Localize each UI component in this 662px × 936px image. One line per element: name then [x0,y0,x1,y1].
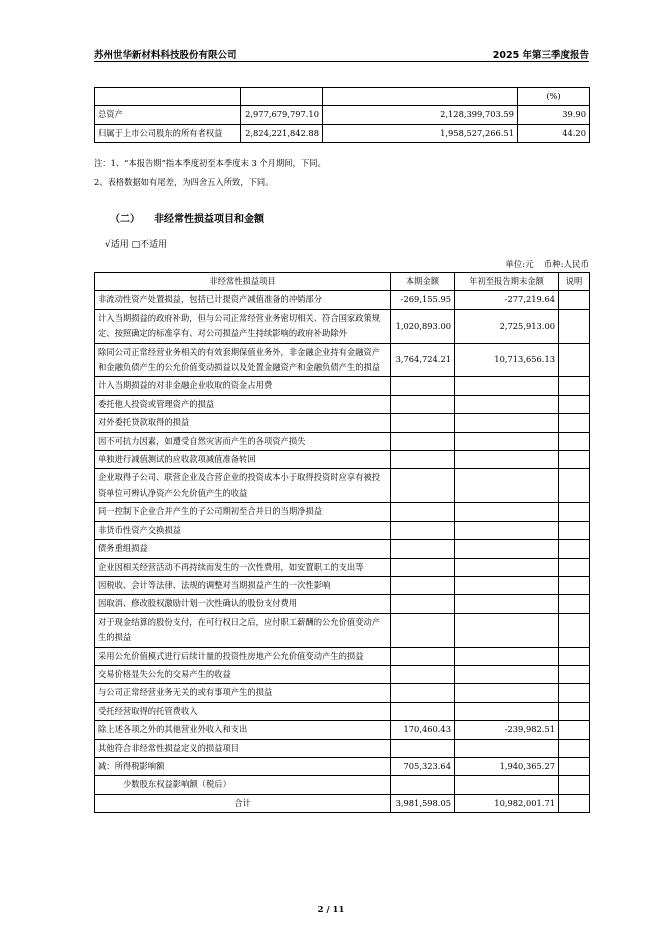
table-row [95,521,590,539]
item-cell: 债务重组损益 [95,540,391,558]
current-amount-cell [391,665,455,683]
prev-cell: 2,128,399,703.59 [323,106,518,124]
note-cell [559,377,590,395]
note-cell [559,540,590,558]
item-cell: 交易价格显失公允的交易产生的收益 [95,665,391,683]
col-header-current: 本期金额 [391,273,455,291]
total-ytd-cell: 10,982,001.71 [455,794,559,812]
current-amount-cell: -269,155.95 [391,291,455,309]
current-amount-cell [391,521,455,539]
ytd-amount-cell [455,432,559,450]
item-cell: 同一控制下企业合并产生的子公司期初至合并日的当期净损益 [95,503,391,521]
item-cell: 企业取得子公司、联营企业及合营企业的投资成本小于取得投资时应享有被投资单位可辨认净资产公允价值产生的收益 [95,469,391,503]
table-header-continued [95,88,590,106]
ytd-amount-cell: -277,219.64 [455,291,559,309]
ytd-amount-cell [455,469,559,503]
current-amount-cell: 1,020,893.00 [391,309,455,343]
ytd-amount-cell [455,540,559,558]
ytd-amount-cell [455,451,559,469]
ytd-amount-cell [455,503,559,521]
currency-label: 币种:人民币 [543,260,589,270]
note-cell [559,503,590,521]
table-row [95,395,590,413]
ytd-amount-cell: 1,940,365.27 [455,757,559,775]
table-row [95,106,590,124]
note-cell [559,702,590,720]
note-1: 注：1、“本报告期”指本季度初至本季度末 3 个月期间，下同。 [94,158,326,168]
note-cell [559,469,590,503]
change-cell: 44.20 [518,124,590,142]
financial-summary-table [94,87,590,143]
section-heading [110,210,278,225]
item-cell: 因税收、会计等法律、法规的调整对当期损益产生的一次性影响 [95,576,391,594]
section-number: （二） [110,214,140,225]
ytd-amount-cell [455,595,559,613]
table-row [95,647,590,665]
header-cell-percent: (%) [518,88,590,106]
ytd-amount-cell [455,739,559,757]
ytd-amount-cell [455,665,559,683]
current-amount-cell [391,432,455,450]
current-amount-cell: 170,460.43 [391,721,455,739]
current-amount-cell [391,451,455,469]
ytd-amount-cell: 10,713,656.13 [455,343,559,377]
note-cell [559,395,590,413]
non-recurring-items-table [94,272,590,813]
table-row [95,702,590,720]
item-cell: 受托经营取得的托管费收入 [95,702,391,720]
note-cell [559,739,590,757]
header-cell [323,88,518,106]
item-cell: 非货币性资产交换损益 [95,521,391,539]
table-row [95,595,590,613]
item-cell: 委托他人投资或管理资产的损益 [95,395,391,413]
note-cell [559,451,590,469]
item-cell: 除上述各项之外的其他营业外收入和支出 [95,721,391,739]
company-name: 苏州世华新材料科技股份有限公司 [94,50,237,61]
item-cell: 减：所得税影响额 [95,757,391,775]
note-cell [559,647,590,665]
header-cell [95,88,241,106]
note-cell [559,613,590,647]
current-amount-cell [391,377,455,395]
note-cell [559,343,590,377]
current-amount-cell [391,684,455,702]
item-cell: 总资产 [95,106,241,124]
note-cell [559,576,590,594]
ytd-amount-cell: -239,982.51 [455,721,559,739]
table-row [95,469,590,503]
table-row [95,124,590,142]
item-cell: 采用公允价值模式进行后续计量的投资性房地产公允价值变动产生的损益 [95,647,391,665]
total-note-cell [559,794,590,812]
col-header-ytd: 年初至报告期末金额 [455,273,559,291]
table-row [95,291,590,309]
table-row [95,665,590,683]
table-row [95,558,590,576]
current-amount-cell [391,414,455,432]
item-cell: 非流动性资产处置损益，包括已计提资产减值准备的冲销部分 [95,291,391,309]
note-cell [559,521,590,539]
item-cell: 对于现金结算的股份支付，在可行权日之后，应付职工薪酬的公允价值变动产生的损益 [95,613,391,647]
table-row [95,343,590,377]
note-cell [559,432,590,450]
ytd-amount-cell [455,395,559,413]
table-row [95,414,590,432]
current-amount-cell [391,469,455,503]
ytd-amount-cell [455,558,559,576]
note-cell [559,595,590,613]
table-row [95,432,590,450]
header-cell [241,88,323,106]
prev-cell: 1,958,527,266.51 [323,124,518,142]
table-row [95,576,590,594]
note-cell [559,309,590,343]
item-cell: 因取消、修改股权激励计划一次性确认的股份支付费用 [95,595,391,613]
page-number: 2 / 11 [317,905,345,915]
item-cell: 除同公司正常经营业务相关的有效套期保值业务外，非金融企业持有金融资产和金融负债产生的公允价值变动损益以及处置金融资产和金融负债产生的损益 [95,343,391,377]
item-cell: 计入当期损益的政府补助，但与公司正常经营业务密切相关、符合国家政策规定、按照确定的标准享有、对公司损益产生持续影响的政府补助除外 [95,309,391,343]
total-current-cell: 3,981,598.05 [391,794,455,812]
ytd-amount-cell [455,613,559,647]
current-cell: 2,977,679,797.10 [241,106,323,124]
current-amount-cell [391,613,455,647]
current-amount-cell [391,776,455,794]
item-cell: 计入当期损益的对非金融企业收取的资金占用费 [95,377,391,395]
change-cell: 39.90 [518,106,590,124]
ytd-amount-cell [455,377,559,395]
table-row [95,503,590,521]
current-amount-cell [391,595,455,613]
item-cell: 与公司正常经营业务无关的或有事项产生的损益 [95,684,391,702]
header-divider [94,61,589,62]
report-title: 2025 年第三季度报告 [492,50,589,61]
note-cell [559,665,590,683]
current-amount-cell [391,558,455,576]
total-label-cell: 合计 [95,794,391,812]
ytd-amount-cell [455,776,559,794]
current-amount-cell [391,576,455,594]
current-amount-cell [391,739,455,757]
note-2: 2、表格数据如有尾差，为四舍五入所致，下同。 [94,177,274,187]
table-body [95,291,590,813]
note-cell [559,291,590,309]
table-row [95,613,590,647]
item-cell: 企业因相关经营活动不再持续而发生的一次性费用，如安置职工的支出等 [95,558,391,576]
note-cell [559,558,590,576]
col-header-note: 说明 [559,273,590,291]
ytd-amount-cell [455,576,559,594]
note-cell [559,776,590,794]
current-amount-cell [391,503,455,521]
ytd-amount-cell [455,414,559,432]
table-row [95,684,590,702]
total-row [95,794,590,812]
ytd-amount-cell [455,647,559,665]
item-cell: 归属于上市公司股东的所有者权益 [95,124,241,142]
col-header-item: 非经常性损益项目 [95,273,391,291]
table-row [95,757,590,775]
table-row [95,776,590,794]
applicability-checkbox: √适用 □不适用 [105,240,168,250]
note-cell [559,414,590,432]
item-cell: 对外委托贷款取得的损益 [95,414,391,432]
current-amount-cell: 3,764,724.21 [391,343,455,377]
table-header-row [95,273,590,291]
unit-label: 单位:元 [505,260,534,270]
ytd-amount-cell: 2,725,913.00 [455,309,559,343]
item-cell: 少数股东权益影响额（税后） [95,776,391,794]
current-amount-cell [391,540,455,558]
table-row [95,540,590,558]
current-amount-cell [391,395,455,413]
ytd-amount-cell [455,521,559,539]
ytd-amount-cell [455,684,559,702]
current-cell: 2,824,221,842.88 [241,124,323,142]
table-row [95,739,590,757]
table-row [95,309,590,343]
table-row [95,377,590,395]
section-title: 非经常性损益项目和金额 [154,214,264,225]
item-cell: 因不可抗力因素，如遭受自然灾害而产生的各项资产损失 [95,432,391,450]
table-row [95,451,590,469]
current-amount-cell: 705,323.64 [391,757,455,775]
item-cell: 其他符合非经常性损益定义的损益项目 [95,739,391,757]
unit-line [495,258,589,270]
item-cell: 单独进行减值测试的应收款项减值准备转回 [95,451,391,469]
current-amount-cell [391,702,455,720]
page-header [94,47,589,61]
note-cell [559,757,590,775]
table-row [95,721,590,739]
note-cell [559,721,590,739]
ytd-amount-cell [455,702,559,720]
current-amount-cell [391,647,455,665]
note-cell [559,684,590,702]
